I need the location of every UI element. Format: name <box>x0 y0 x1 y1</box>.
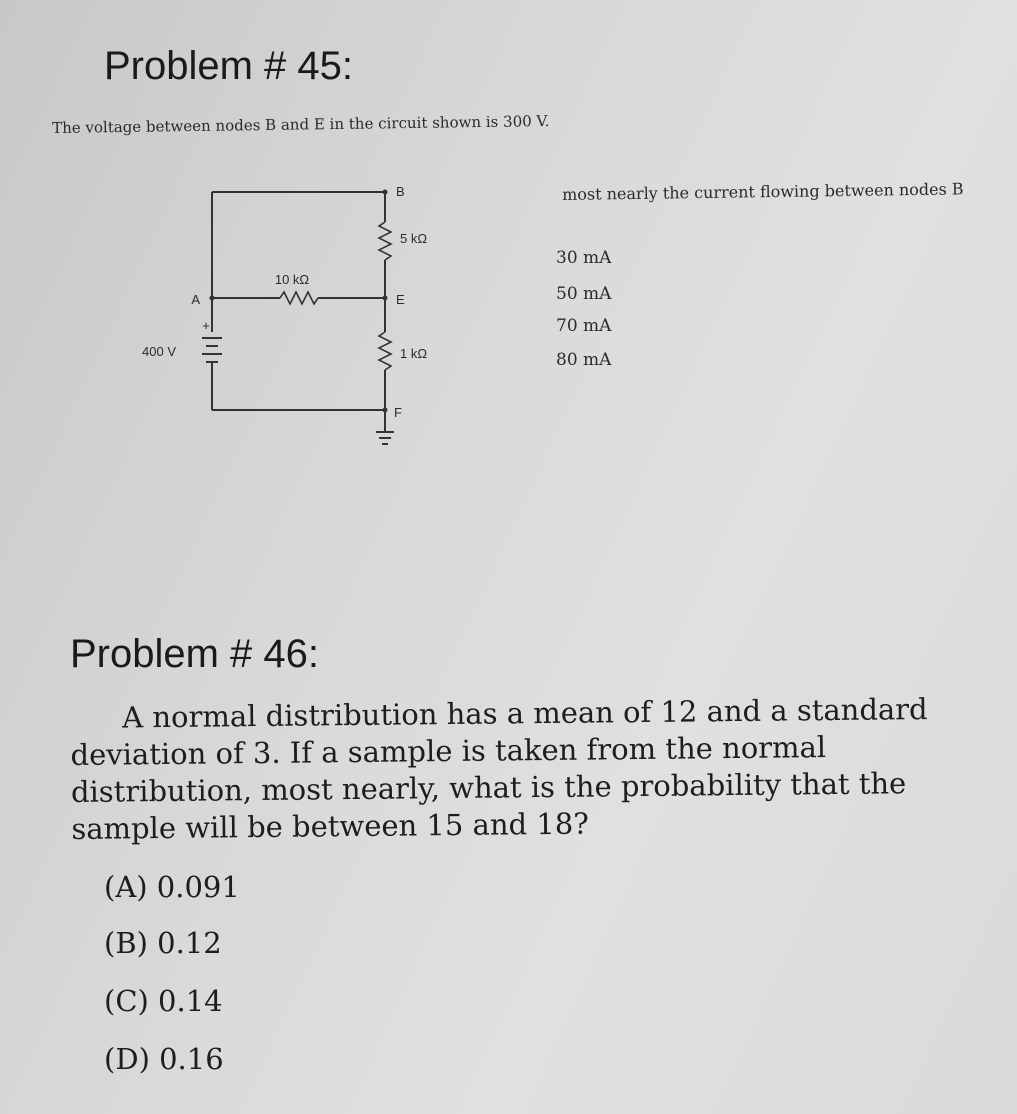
ground-symbol <box>376 410 394 444</box>
node-b-dot <box>383 190 388 195</box>
problem-46-title: Problem # 46: <box>70 632 320 676</box>
node-f-label: F <box>394 405 402 420</box>
resistor-5k-label: 5 kΩ <box>400 231 428 246</box>
problem-45-statement: The voltage between nodes B and E in the circuit shown is 300 V. <box>52 112 550 137</box>
resistor-1k-label: 1 kΩ <box>400 346 428 361</box>
problem-46-body-text: A normal distribution has a mean of 12 and a standard deviation of 3. If a sample is taken from the normal distribution, most nearly, what is the probability that the sample will be between 15 and 18? <box>70 692 928 846</box>
source-voltage-label: 400 V <box>142 344 176 359</box>
node-a-dot <box>210 296 215 301</box>
node-e-label: E <box>396 292 405 307</box>
node-b-label: B <box>396 184 405 199</box>
problem-45-choice-c: 70 mA <box>556 316 612 336</box>
battery-symbol <box>202 338 222 378</box>
problem-46-body <box>70 691 942 848</box>
battery-plus-sign: + <box>202 318 210 333</box>
resistor-1k <box>379 332 391 370</box>
resistor-5k <box>379 222 391 260</box>
problem-45-choice-d: 80 mA <box>556 350 612 370</box>
resistor-10k-label: 10 kΩ <box>274 272 310 287</box>
problem-45-question: most nearly the current flowing between nodes B <box>562 179 964 204</box>
problem-46-choice-a: (A) 0.091 <box>104 870 240 904</box>
problem-46-choice-d: (D) 0.16 <box>104 1042 224 1076</box>
resistor-10k <box>280 292 318 304</box>
circuit-diagram <box>140 170 460 460</box>
node-a-label: A <box>191 292 200 307</box>
problem-46-choice-b: (B) 0.12 <box>104 926 222 960</box>
problem-46-choice-c: (C) 0.14 <box>104 984 223 1018</box>
problem-45-choice-b: 50 mA <box>556 284 612 304</box>
problem-45-choice-a: 30 mA <box>556 248 612 268</box>
problem-45-title: Problem # 45: <box>104 44 354 88</box>
